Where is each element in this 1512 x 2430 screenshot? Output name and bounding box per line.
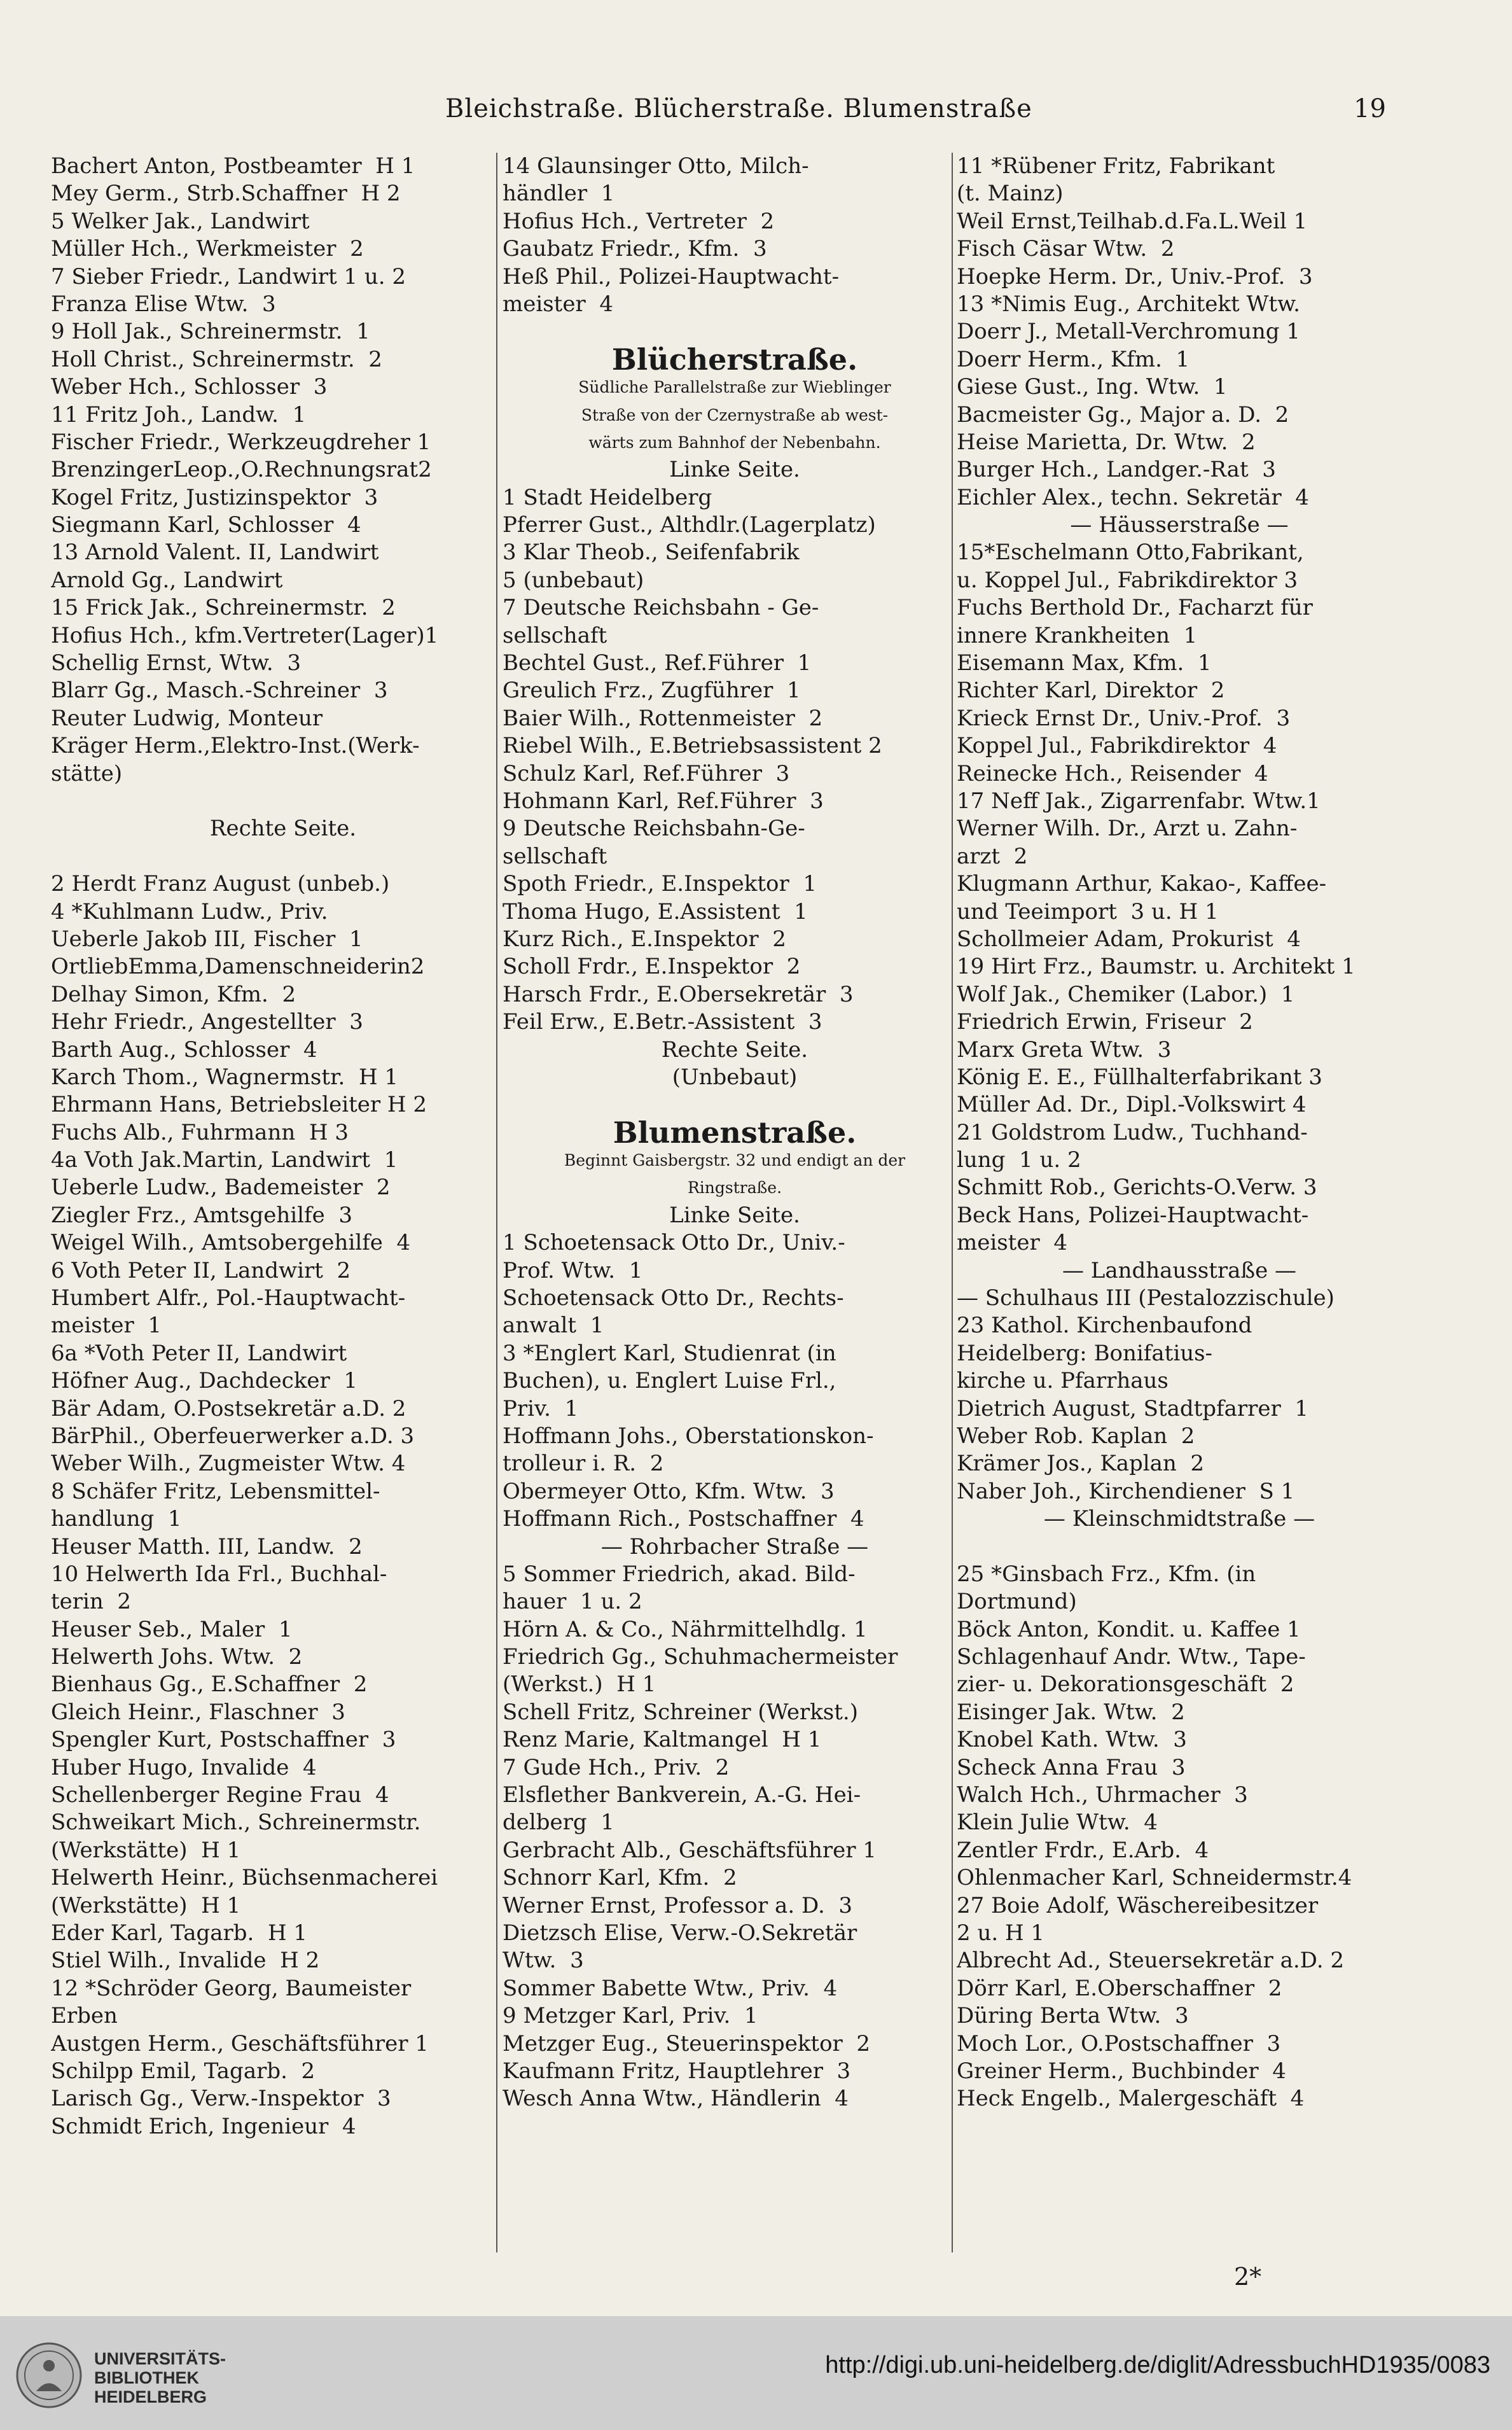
directory-entry: Reuter Ludwig, Monteur [51, 705, 323, 731]
directory-entry: 4 *Kuhlmann Ludw., Priv. [51, 898, 328, 925]
directory-entry: Schnorr Karl, Kfm. 2 [503, 1865, 737, 1891]
directory-entry: 6a *Voth Peter II, Landwirt [51, 1340, 347, 1366]
section-label: Rechte Seite. [209, 816, 357, 842]
directory-entry: Scheck Anna Frau 3 [957, 1754, 1186, 1780]
directory-entry: Werner Ernst, Professor a. D. 3 [503, 1892, 853, 1918]
logo-line: BIBLIOTHEK [94, 2368, 199, 2387]
directory-entry: Buchen), u. Englert Luise Frl., [503, 1368, 836, 1394]
directory-entry: Weigel Wilh., Amtsobergehilfe 4 [51, 1230, 411, 1256]
directory-entry: Gaubatz Friedr., Kfm. 3 [503, 236, 767, 262]
directory-entry: 1 Stadt Heidelberg [503, 484, 712, 510]
directory-entry: (Werkst.) H 1 [503, 1672, 656, 1698]
directory-entry: Fuchs Berthold Dr., Facharzt für [957, 595, 1313, 621]
directory-entry: Stiel Wilh., Invalide H 2 [51, 1948, 320, 1974]
directory-entry: delberg 1 [503, 1810, 614, 1836]
directory-entry: Höfner Aug., Dachdecker 1 [51, 1368, 358, 1394]
directory-entry: Austgen Herm., Geschäftsführer 1 [51, 2030, 429, 2056]
directory-entry: Fisch Cäsar Wtw. 2 [957, 236, 1175, 262]
directory-entry: Friedrich Gg., Schuhmachermeister [503, 1644, 898, 1670]
street-description: Südliche Parallelstraße zur Wieblinger [578, 378, 891, 397]
directory-entry: stätte) [51, 760, 123, 786]
directory-entry: Spengler Kurt, Postschaffner 3 [51, 1727, 396, 1753]
directory-entry: Hoepke Herm. Dr., Univ.-Prof. 3 [957, 263, 1313, 290]
directory-entry: Zentler Frdr., E.Arb. 4 [957, 1837, 1209, 1863]
section-label: Rechte Seite. [661, 1037, 808, 1063]
directory-entry: Kurz Rich., E.Inspektor 2 [503, 926, 786, 952]
directory-entry: 9 Deutsche Reichsbahn-Ge- [503, 816, 805, 842]
directory-entry: 1 Schoetensack Otto Dr., Univ.- [503, 1230, 845, 1256]
directory-entry: meister 1 [51, 1313, 162, 1339]
directory-entry: Hofius Hch., kfm.Vertreter(Lager)1 [51, 622, 439, 648]
directory-entry: Müller Ad. Dr., Dipl.-Volkswirt 4 [957, 1092, 1307, 1118]
directory-entry: 11 Fritz Joh., Landw. 1 [51, 402, 307, 428]
directory-entry: Schmidt Erich, Ingenieur 4 [51, 2113, 356, 2139]
directory-entry: 12 *Schröder Georg, Baumeister [51, 1975, 412, 2001]
directory-entry: Thoma Hugo, E.Assistent 1 [503, 898, 808, 925]
directory-entry: Schlagenhauf Andr. Wtw., Tape- [957, 1644, 1306, 1670]
directory-entry: und Teeimport 3 u. H 1 [957, 898, 1219, 925]
directory-entry: Schell Fritz, Schreiner (Werkst.) [503, 1699, 858, 1725]
directory-entry: Gerbracht Alb., Geschäftsführer 1 [503, 1837, 877, 1863]
directory-entry: 7 Deutsche Reichsbahn - Ge- [503, 595, 819, 621]
directory-entry [51, 843, 515, 870]
directory-entry: Ueberle Ludw., Bademeister 2 [51, 1175, 391, 1201]
directory-entry: Pferrer Gust., Althdlr.(Lagerplatz) [503, 512, 876, 538]
section-label: — Häusserstraße — [1070, 512, 1289, 538]
directory-entry: 13 Arnold Valent. II, Landwirt [51, 540, 379, 566]
directory-entry: 17 Neff Jak., Zigarrenfabr. Wtw.1 [957, 788, 1321, 814]
directory-entry: Knobel Kath. Wtw. 3 [957, 1727, 1187, 1753]
directory-entry: Prof. Wtw. 1 [503, 1257, 643, 1283]
directory-entry: (Werkstätte) H 1 [51, 1892, 241, 1918]
directory-entry: Doerr Herm., Kfm. 1 [957, 346, 1190, 372]
directory-entry: Krämer Jos., Kaplan 2 [957, 1451, 1205, 1477]
directory-entry: 6 Voth Peter II, Landwirt 2 [51, 1257, 351, 1283]
directory-entry: Feil Erw., E.Betr.-Assistent 3 [503, 1009, 822, 1035]
street-description: Beginnt Gaisbergstr. 32 und endigt an der [564, 1151, 906, 1170]
directory-entry: Moch Lor., O.Postschaffner 3 [957, 2030, 1281, 2056]
directory-entry: Franza Elise Wtw. 3 [51, 291, 276, 317]
street-description: Ringstraße. [687, 1178, 782, 1198]
directory-entry: 8 Schäfer Fritz, Lebensmittel- [51, 1478, 380, 1504]
directory-entry: handlung 1 [51, 1506, 182, 1532]
directory-entry: Dietzsch Elise, Verw.-O.Sekretär [503, 1920, 857, 1946]
directory-entry: 5 Sommer Friedrich, akad. Bild- [503, 1561, 856, 1587]
directory-entry: 23 Kathol. Kirchenbaufond [957, 1313, 1252, 1339]
directory-entry: 7 Sieber Friedr., Landwirt 1 u. 2 [51, 263, 406, 290]
directory-entry: Ehrmann Hans, Betriebsleiter H 2 [51, 1092, 427, 1118]
directory-entry: Marx Greta Wtw. 3 [957, 1037, 1172, 1063]
directory-entry: Hörn A. & Co., Nährmittelhdlg. 1 [503, 1616, 868, 1642]
directory-entry: Schweikart Mich., Schreinermstr. [51, 1810, 421, 1836]
directory-entry: Heuser Seb., Maler 1 [51, 1616, 293, 1642]
university-seal-icon [14, 2340, 84, 2410]
directory-entry: Huber Hugo, Invalide 4 [51, 1754, 317, 1780]
directory-entry: Friedrich Erwin, Friseur 2 [957, 1009, 1253, 1035]
directory-entry: Hoffmann Johs., Oberstationskon- [503, 1423, 874, 1449]
directory-entry: Obermeyer Otto, Kfm. Wtw. 3 [503, 1478, 835, 1504]
directory-entry: OrtliebEmma,Damenschneiderin2 [51, 954, 425, 980]
directory-entry: Helwerth Heinr., Büchsenmacherei [51, 1865, 438, 1891]
directory-entry: Schellenberger Regine Frau 4 [51, 1782, 389, 1808]
directory-entry: Eder Karl, Tagarb. H 1 [51, 1920, 308, 1946]
street-heading: Blücherstraße. [611, 346, 858, 374]
directory-entry: meister 4 [503, 291, 613, 317]
directory-entry: Karch Thom., Wagnermstr. H 1 [51, 1064, 399, 1090]
directory-entry: sellschaft [503, 622, 607, 648]
directory-entry: Naber Joh., Kirchendiener S 1 [957, 1478, 1295, 1504]
directory-entry: Dörr Karl, E.Oberschaffner 2 [957, 1975, 1282, 2001]
directory-entry: sellschaft [503, 843, 607, 869]
directory-entry: Dietrich August, Stadtpfarrer 1 [957, 1395, 1309, 1421]
directory-entry: Spoth Friedr., E.Inspektor 1 [503, 871, 817, 897]
directory-entry: — Schulhaus III (Pestalozzischule) [957, 1285, 1335, 1311]
directory-entry: trolleur i. R. 2 [503, 1451, 664, 1477]
directory-entry: Delhay Simon, Kfm. 2 [51, 981, 296, 1007]
directory-column-3 [957, 153, 1402, 2259]
directory-column-2 [503, 153, 967, 2259]
directory-entry: 7 Gude Hch., Priv. 2 [503, 1754, 730, 1780]
viewer-footer-bar [0, 2316, 1512, 2430]
directory-entry: Schulz Karl, Ref.Führer 3 [503, 760, 790, 786]
directory-entry: Schellig Ernst, Wtw. 3 [51, 650, 301, 676]
directory-entry: Weber Wilh., Zugmeister Wtw. 4 [51, 1451, 406, 1477]
section-label: — Rohrbacher Straße — [600, 1533, 869, 1560]
logo-line: UNIVERSITÄTS- [94, 2349, 226, 2368]
directory-entry: zier- u. Dekorationsgeschäft 2 [957, 1672, 1294, 1698]
directory-entry: 2 Herdt Franz August (unbeb.) [51, 871, 390, 897]
directory-entry: Priv. 1 [503, 1395, 579, 1421]
directory-entry: Renz Marie, Kaltmangel H 1 [503, 1727, 822, 1753]
directory-entry: Fischer Friedr., Werkzeugdreher 1 [51, 429, 431, 455]
directory-entry: 4a Voth Jak.Martin, Landwirt 1 [51, 1147, 398, 1173]
directory-entry: Arnold Gg., Landwirt [51, 567, 283, 593]
directory-entry: Heck Engelb., Malergeschäft 4 [957, 2086, 1305, 2112]
directory-entry: Schollmeier Adam, Prokurist 4 [957, 926, 1301, 952]
directory-entry: Weber Hch., Schlosser 3 [51, 374, 328, 400]
logo-line: HEIDELBERG [94, 2387, 207, 2406]
directory-entry: 10 Helwerth Ida Frl., Buchhal- [51, 1561, 387, 1587]
permalink-url[interactable]: http://digi.ub.uni-heidelberg.de/diglit/AdressbuchHD1935/0083 [825, 2352, 1490, 2378]
directory-entry: Richter Karl, Direktor 2 [957, 678, 1225, 704]
directory-entry: Elsflether Bankverein, A.-G. Hei- [503, 1782, 861, 1808]
directory-entry: Reinecke Hch., Reisender 4 [957, 760, 1268, 786]
directory-entry: Bechtel Gust., Ref.Führer 1 [503, 650, 812, 676]
directory-entry: 27 Boie Adolf, Wäschereibesitzer [957, 1892, 1319, 1918]
directory-entry: Eisinger Jak. Wtw. 2 [957, 1699, 1185, 1725]
directory-entry: 2 u. H 1 [957, 1920, 1045, 1946]
directory-entry: Klein Julie Wtw. 4 [957, 1810, 1158, 1836]
directory-entry: Werner Wilh. Dr., Arzt u. Zahn- [957, 816, 1298, 842]
directory-entry: Wtw. 3 [503, 1948, 584, 1974]
directory-entry: Blarr Gg., Masch.-Schreiner 3 [51, 678, 388, 704]
directory-entry: 11 *Rübener Fritz, Fabrikant [957, 153, 1275, 179]
directory-entry: König E. E., Füllhalterfabrikant 3 [957, 1064, 1322, 1090]
directory-entry: Weil Ernst,Teilhab.d.Fa.L.Weil 1 [957, 208, 1308, 234]
street-heading: Blumenstraße. [613, 1119, 857, 1147]
directory-column-1 [51, 153, 515, 2259]
directory-entry: Heise Marietta, Dr. Wtw. 2 [957, 429, 1256, 455]
directory-entry: 21 Goldstrom Ludw., Tuchhand- [957, 1119, 1308, 1145]
directory-entry: Weber Rob. Kaplan 2 [957, 1423, 1195, 1449]
directory-entry: Greulich Frz., Zugführer 1 [503, 678, 801, 704]
directory-entry: BrenzingerLeop.,O.Rechnungsrat2 [51, 457, 432, 483]
directory-entry: Barth Aug., Schlosser 4 [51, 1037, 317, 1063]
directory-entry: 9 Metzger Karl, Priv. 1 [503, 2003, 758, 2029]
directory-entry: 15*Eschelmann Otto,Fabrikant, [957, 540, 1304, 566]
directory-entry: Ziegler Frz., Amtsgehilfe 3 [51, 1202, 353, 1228]
directory-entry: Holl Christ., Schreinermstr. 2 [51, 346, 382, 372]
directory-entry: Schmitt Rob., Gerichts-O.Verw. 3 [957, 1175, 1317, 1201]
directory-entry: 25 *Ginsbach Frz., Kfm. (in [957, 1561, 1256, 1587]
directory-entry: Gleich Heinr., Flaschner 3 [51, 1699, 345, 1725]
directory-entry: Doerr J., Metall-Verchromung 1 [957, 319, 1300, 345]
directory-entry: (Werkstätte) H 1 [51, 1837, 241, 1863]
street-description: Straße von der Czernystraße ab west- [581, 405, 889, 424]
directory-entry: Schilpp Emil, Tagarb. 2 [51, 2058, 316, 2084]
section-label: Linke Seite. [669, 457, 800, 483]
directory-entry [51, 788, 515, 815]
printer-signature: 2* [1234, 2263, 1262, 2291]
directory-entry: Humbert Alfr., Pol.-Hauptwacht- [51, 1285, 406, 1311]
directory-entry: Hehr Friedr., Angestellter 3 [51, 1009, 363, 1035]
directory-entry: 15 Frick Jak., Schreinermstr. 2 [51, 595, 396, 621]
directory-entry: Giese Gust., Ing. Wtw. 1 [957, 374, 1228, 400]
directory-entry: Walch Hch., Uhrmacher 3 [957, 1782, 1248, 1808]
library-logo-text[interactable] [94, 2349, 226, 2406]
directory-entry: händler 1 [503, 181, 615, 207]
directory-entry: Harsch Frdr., E.Obersekretär 3 [503, 981, 854, 1007]
directory-entry: BärPhil., Oberfeuerwerker a.D. 3 [51, 1423, 415, 1449]
directory-entry: arzt 2 [957, 843, 1028, 869]
directory-entry: terin 2 [51, 1589, 132, 1615]
directory-entry: Eichler Alex., techn. Sekretär 4 [957, 484, 1309, 510]
directory-entry: Heß Phil., Polizei-Hauptwacht- [503, 263, 840, 290]
directory-entry: Albrecht Ad., Steuersekretär a.D. 2 [957, 1948, 1344, 1974]
directory-entry: meister 4 [957, 1230, 1067, 1256]
directory-entry: Mey Germ., Strb.Schaffner H 2 [51, 181, 401, 207]
directory-entry: Hohmann Karl, Ref.Führer 3 [503, 788, 824, 814]
section-label: (Unbebaut) [672, 1064, 798, 1090]
directory-entry: Beck Hans, Polizei-Hauptwacht- [957, 1202, 1309, 1228]
directory-entry: Kaufmann Fritz, Hauptlehrer 3 [503, 2058, 851, 2084]
directory-entry: Burger Hch., Landger.-Rat 3 [957, 457, 1276, 483]
directory-entry: Ueberle Jakob III, Fischer 1 [51, 926, 363, 952]
directory-entry: 19 Hirt Frz., Baumstr. u. Architekt 1 [957, 954, 1356, 980]
directory-entry: Bacmeister Gg., Major a. D. 2 [957, 402, 1289, 428]
page-number: 19 [1354, 94, 1386, 123]
directory-entry: Fuchs Alb., Fuhrmann H 3 [51, 1119, 349, 1145]
section-label: — Landhausstraße — [1062, 1257, 1297, 1283]
directory-entry: u. Koppel Jul., Fabrikdirektor 3 [957, 567, 1298, 593]
directory-entry: Sommer Babette Wtw., Priv. 4 [503, 1975, 838, 2001]
directory-entry: Düring Berta Wtw. 3 [957, 2003, 1189, 2029]
directory-entry [503, 1091, 967, 1119]
directory-entry: Helwerth Johs. Wtw. 2 [51, 1644, 303, 1670]
directory-entry: Kräger Herm.,Elektro-Inst.(Werk- [51, 733, 420, 759]
street-description: wärts zum Bahnhof der Nebenbahn. [588, 433, 881, 452]
section-label: — Kleinschmidtstraße — [1043, 1506, 1315, 1532]
running-title: Bleichstraße. Blücherstraße. Blumenstraße [445, 94, 1032, 123]
directory-entry: Siegmann Karl, Schlosser 4 [51, 512, 361, 538]
directory-entry: anwalt 1 [503, 1313, 604, 1339]
directory-entry: Larisch Gg., Verw.-Inspektor 3 [51, 2086, 391, 2112]
directory-entry: hauer 1 u. 2 [503, 1589, 642, 1615]
directory-entry: Krieck Ernst Dr., Univ.-Prof. 3 [957, 705, 1291, 731]
directory-entry: Heuser Matth. III, Landw. 2 [51, 1533, 363, 1560]
page-header [0, 94, 1512, 139]
directory-entry: Bachert Anton, Postbeamter H 1 [51, 153, 415, 179]
directory-entry: 9 Holl Jak., Schreinermstr. 1 [51, 319, 370, 345]
directory-entry: Dortmund) [957, 1589, 1077, 1615]
directory-entry: Hoffmann Rich., Postschaffner 4 [503, 1506, 864, 1532]
directory-entry [957, 1533, 1402, 1561]
directory-entry: Klugmann Arthur, Kakao-, Kaffee- [957, 871, 1327, 897]
directory-entry: Ohlenmacher Karl, Schneidermstr.4 [957, 1865, 1352, 1891]
directory-entry: Bär Adam, O.Postsekretär a.D. 2 [51, 1395, 406, 1421]
directory-entry: 14 Glaunsinger Otto, Milch- [503, 153, 809, 179]
directory-entry: Wesch Anna Wtw., Händlerin 4 [503, 2086, 849, 2112]
directory-entry: 13 *Nimis Eug., Architekt Wtw. [957, 291, 1300, 317]
directory-entry: 3 Klar Theob., Seifenfabrik [503, 540, 800, 566]
directory-entry: Eisemann Max, Kfm. 1 [957, 650, 1212, 676]
directory-entry: Wolf Jak., Chemiker (Labor.) 1 [957, 981, 1295, 1007]
directory-entry: (t. Mainz) [957, 181, 1064, 207]
directory-entry: Riebel Wilh., E.Betriebsassistent 2 [503, 733, 882, 759]
directory-entry: Schoetensack Otto Dr., Rechts- [503, 1285, 844, 1311]
directory-entry [503, 318, 967, 346]
directory-entry: lung 1 u. 2 [957, 1147, 1081, 1173]
directory-entry: Müller Hch., Werkmeister 2 [51, 236, 364, 262]
directory-entry: 5 Welker Jak., Landwirt [51, 208, 310, 234]
directory-entry: Erben [51, 2003, 118, 2029]
directory-entry: Greiner Herm., Buchbinder 4 [957, 2058, 1286, 2084]
directory-entry: kirche u. Pfarrhaus [957, 1368, 1169, 1394]
directory-entry: Hofius Hch., Vertreter 2 [503, 208, 775, 234]
directory-entry: Bienhaus Gg., E.Schaffner 2 [51, 1672, 368, 1698]
directory-entry: Heidelberg: Bonifatius- [957, 1340, 1213, 1366]
directory-entry: Böck Anton, Kondit. u. Kaffee 1 [957, 1616, 1301, 1642]
directory-entry: 3 *Englert Karl, Studienrat (in [503, 1340, 836, 1366]
directory-entry: Kogel Fritz, Justizinspektor 3 [51, 484, 378, 510]
directory-entry: Baier Wilh., Rottenmeister 2 [503, 705, 823, 731]
directory-entry: Scholl Frdr., E.Inspektor 2 [503, 954, 801, 980]
directory-entry: Metzger Eug., Steuerinspektor 2 [503, 2030, 871, 2056]
directory-entry: Koppel Jul., Fabrikdirektor 4 [957, 733, 1277, 759]
directory-entry: 5 (unbebaut) [503, 567, 644, 593]
directory-entry: innere Krankheiten 1 [957, 622, 1198, 648]
section-label: Linke Seite. [669, 1202, 800, 1228]
